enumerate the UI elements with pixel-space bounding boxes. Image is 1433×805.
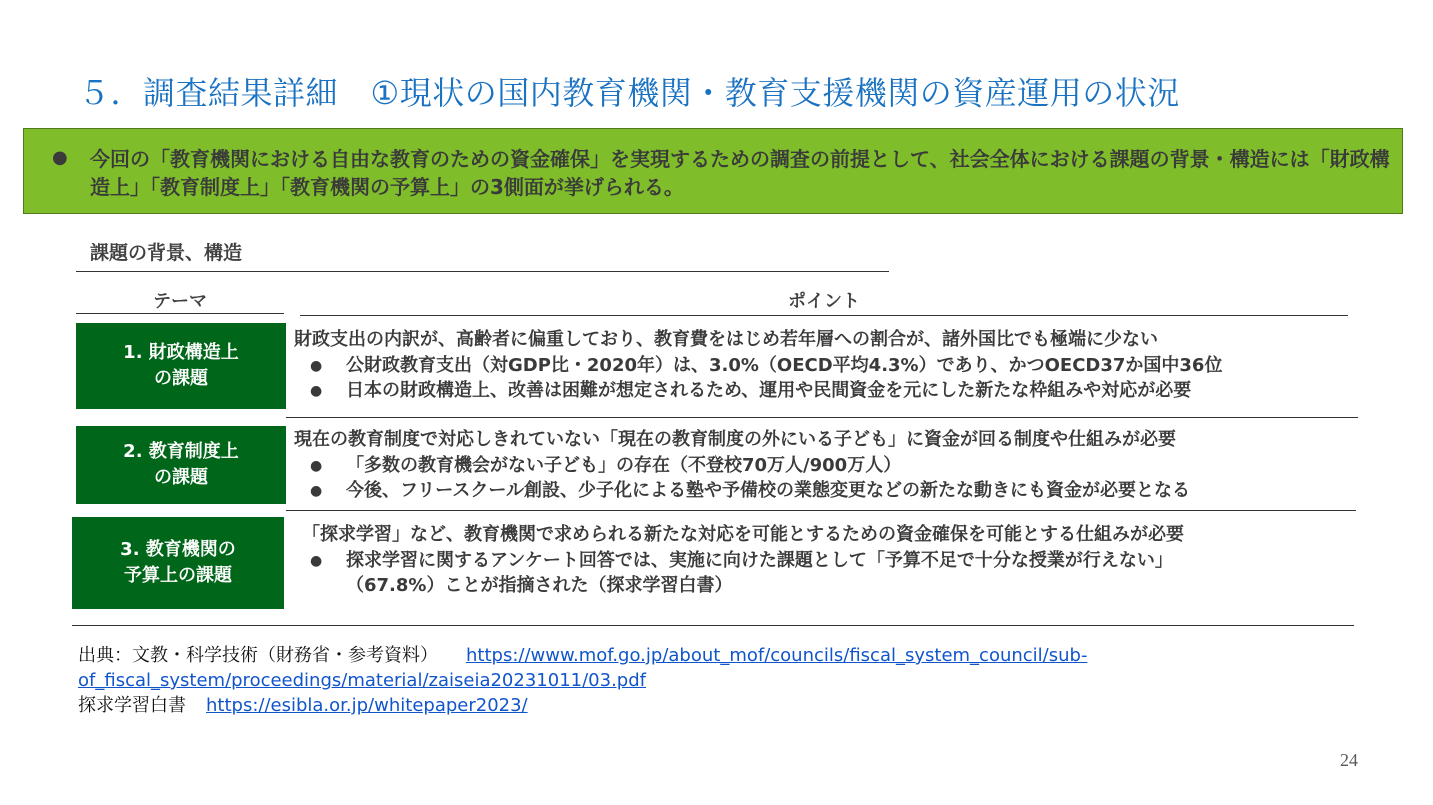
row-sub-point: ● 今後、フリースクール創設、少子化による塾や予備校の業態変更などの新たな動きにも資金が必要となる <box>310 478 1190 504</box>
source-label: 探求学習白書 <box>78 695 186 716</box>
row-sub-point: ● 探求学習に関するアンケート回答では、実施に向けた課題として「予算不足で十分な授業が行えない」 <box>310 548 1173 574</box>
theme-cell-education-system: 2. 教育制度上 の課題 <box>76 426 286 504</box>
row-sub-point: ● 公財政教育支出（対GDP比・2020年）は、3.0%（OECD平均4.3%）であり、かつOECD37か国中36位 <box>310 353 1222 379</box>
bullet-icon: ● <box>310 458 323 474</box>
row-divider <box>286 417 1358 418</box>
section-label: 課題の背景、構造 <box>90 242 243 264</box>
point-header-line <box>300 315 1348 316</box>
source-line <box>78 693 528 718</box>
source-line <box>78 643 1087 668</box>
row-point: 「探求学習」など、教育機関で求められる新たな対応を可能とするための資金確保を可能とする仕組みが必要 <box>302 524 1184 545</box>
source-line <box>78 668 646 693</box>
summary-box <box>23 128 1403 214</box>
row-divider <box>72 625 1354 626</box>
bullet-icon: ● <box>52 147 68 168</box>
theme-cell-fiscal: 1. 財政構造上 の課題 <box>76 323 286 409</box>
row-point: 財政支出の内訳が、高齢者に偏重しており、教育費をはじめ若年層への割合が、諸外国比でも極端に少ない <box>294 329 1158 350</box>
row-sub-point: ● 日本の財政構造上、改善は困難が想定されるため、運用や民間資金を元にした新たな枠組みや対応が必要 <box>310 378 1191 404</box>
bullet-icon: ● <box>310 358 323 374</box>
bullet-icon: ● <box>310 483 323 499</box>
source-link-mof[interactable]: https://www.mof.go.jp/about_mof/councils/fiscal_system_council/sub- <box>466 645 1088 666</box>
row-point: 現在の教育制度で対応しきれていない「現在の教育制度の外にいる子ども」に資金が回る制度や仕組みが必要 <box>294 429 1176 450</box>
bullet-icon: ● <box>310 383 323 399</box>
theme-cell-institution-budget: 3. 教育機関の 予算上の課題 <box>72 517 284 609</box>
row-sub-point: ● 「多数の教育機会がない子ども」の存在（不登校70万人/900万人） <box>310 453 901 479</box>
point-column-header: ポイント <box>788 291 860 312</box>
section-divider <box>76 271 889 272</box>
theme-header-line <box>76 313 284 314</box>
page-title: ５．調査結果詳細 ①現状の国内教育機関・教育支援機関の資産運用の状況 <box>78 74 1180 112</box>
summary-text: 今回の「教育機関における自由な教育のための資金確保」を実現するための調査の前提として、社会全体における課題の背景・構造には「財政構造上」「教育制度上」「教育機関の予算上」の3側面が挙げられる。 <box>90 147 1390 199</box>
row-sub-point: （67.8%）ことが指摘された（探求学習白書） <box>346 575 733 596</box>
row-divider <box>286 510 1356 511</box>
source-link-whitepaper[interactable]: https://esibla.or.jp/whitepaper2023/ <box>206 695 528 716</box>
source-link-mof-continued[interactable]: of_fiscal_system/proceedings/material/zaiseia20231011/03.pdf <box>78 670 646 691</box>
theme-column-header: テーマ <box>153 291 207 312</box>
bullet-icon: ● <box>310 553 323 569</box>
page-number: 24 <box>1340 750 1358 770</box>
source-label: 出典：文教・科学技術（財務省・参考資料） <box>78 645 438 666</box>
